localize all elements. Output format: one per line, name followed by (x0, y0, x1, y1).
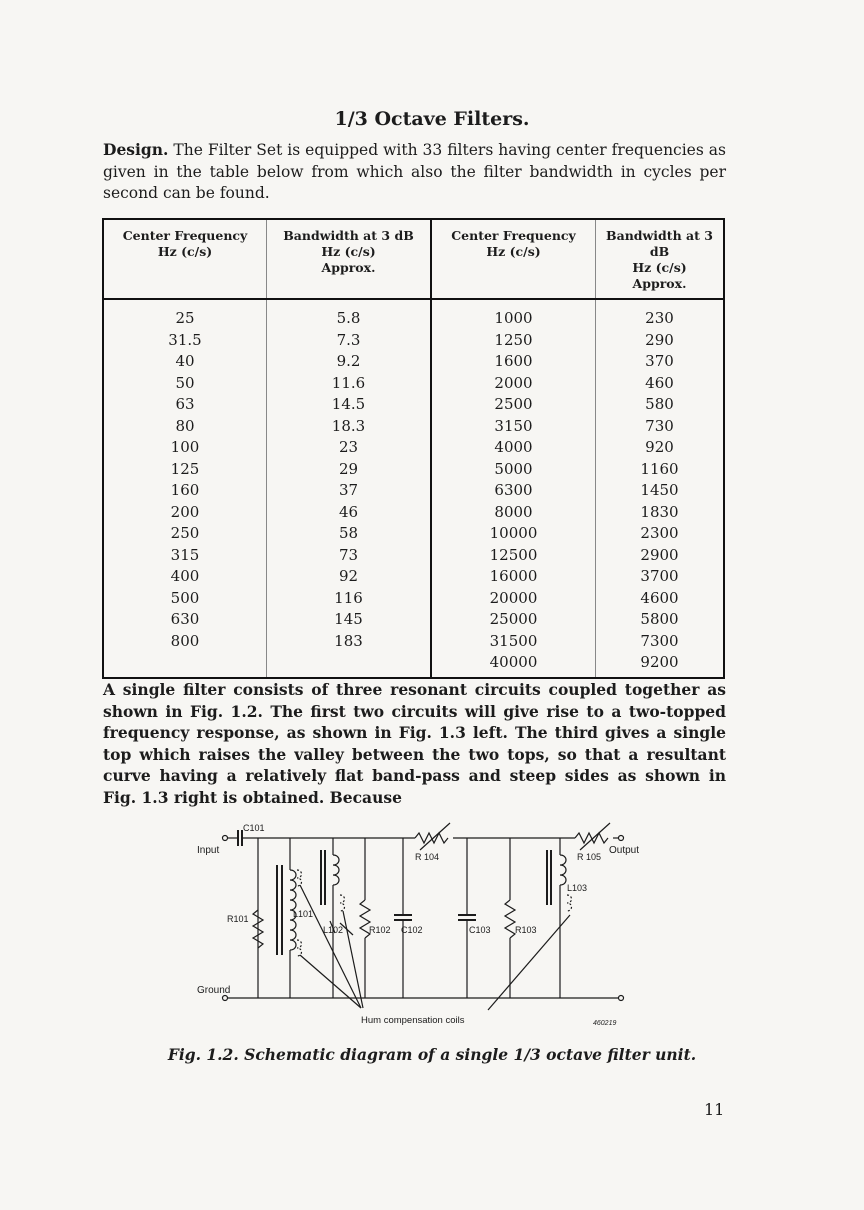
table-row (103, 459, 724, 481)
table-cell: 400 (103, 566, 267, 588)
table-cell: 9200 (640, 653, 679, 671)
coupling-paragraph: A single filter consists of three resonant circuits coupled together as shown in Fig. 1.2. The first two circuits will give rise to a two-topped frequency response, as shown in Fig. 1.3 left. The third gives a single top which raises the valley between the two tops, so that a resultant curve having a relatively flat band-pass and steep sides as shown in Fig. 1.3 right is obtained. Because (103, 680, 726, 807)
column-header-line: Center Frequency (122, 228, 248, 243)
column-header-line: Hz (c/s) (486, 244, 541, 259)
table-cell: 1160 (640, 459, 679, 478)
table-row (103, 394, 724, 416)
table-cell: 5000 (431, 459, 596, 481)
table-row (103, 351, 724, 373)
column-header (596, 219, 725, 299)
output-terminal (619, 836, 624, 841)
column-header (103, 219, 267, 299)
figure-caption: Fig. 1.2. Schematic diagram of a single 1/3 octave filter unit. (167, 1045, 697, 1064)
table-row (103, 523, 724, 545)
table-cell: 1830 (640, 502, 679, 521)
table-cell: 29 (267, 459, 432, 481)
table-cell: 37 (267, 480, 432, 502)
table-cell: 160 (103, 480, 267, 502)
table-body (103, 299, 724, 678)
label-l102: L102 (323, 925, 344, 935)
table-row (103, 652, 724, 678)
column-header-line: Bandwidth at 3 dB (283, 228, 414, 243)
table-cell: 2000 (431, 373, 596, 395)
table-cell: 2900 (640, 545, 679, 564)
table-cell: 290 (645, 330, 674, 349)
table-cell: 4000 (431, 437, 596, 459)
table-cell: 7.3 (267, 330, 432, 352)
label-r101: R101 (227, 914, 249, 924)
table-cell: 2300 (640, 524, 679, 542)
table-cell: 46 (267, 502, 432, 524)
page-number: 11 (704, 1100, 725, 1119)
table-row (103, 480, 724, 502)
label-l101: L101 (293, 909, 314, 919)
table-cell: 10000 (431, 523, 596, 545)
label-ground: Ground (197, 985, 231, 996)
figure-reference-number: 460219 (593, 1020, 617, 1027)
table-cell: 3150 (431, 416, 596, 438)
table-cell: 50 (103, 373, 267, 395)
table-cell: 23 (267, 437, 432, 459)
column-header-line: Hz (c/s) (632, 260, 687, 275)
table-cell: 31.5 (103, 330, 267, 352)
table-row (103, 437, 724, 459)
table-cell: 630 (103, 609, 267, 631)
table-cell: 145 (267, 609, 432, 631)
table-cell: 92 (267, 566, 432, 588)
table-cell: 14.5 (267, 394, 432, 416)
table-cell: 730 (645, 416, 674, 435)
table-cell: 920 (645, 438, 674, 456)
filter-schematic (185, 815, 645, 1030)
table-cell: 40 (103, 351, 267, 373)
table-cell: 40000 (431, 652, 596, 678)
table-cell: 3700 (640, 567, 679, 585)
label-l103: L103 (567, 883, 588, 893)
label-c103: C103 (469, 925, 491, 935)
table-cell: 16000 (431, 566, 596, 588)
label-r103: R103 (515, 925, 537, 935)
table-cell: 370 (645, 352, 674, 370)
table-cell: 12500 (431, 545, 596, 567)
table-cell: 116 (267, 588, 432, 610)
table-cell: 5800 (640, 610, 679, 628)
table-cell: 5.8 (267, 299, 432, 330)
label-r105: R 105 (577, 852, 602, 862)
table-cell: 73 (267, 545, 432, 567)
label-r104: R 104 (415, 852, 440, 862)
column-header-line: Bandwidth at 3 dB (606, 228, 713, 259)
table-cell: 800 (103, 631, 267, 653)
label-c101: C101 (243, 823, 265, 833)
table-cell: 11.6 (267, 373, 432, 395)
table-cell: 200 (103, 502, 267, 524)
table-cell: 315 (103, 545, 267, 567)
table-cell: 580 (645, 395, 674, 413)
table-row (103, 416, 724, 438)
table-cell: 63 (103, 394, 267, 416)
table-header-row (103, 219, 724, 299)
filter-frequency-table (102, 218, 725, 679)
table-cell: 2500 (431, 394, 596, 416)
label-hum-coils: Hum compensation coils (361, 1015, 465, 1026)
table-cell: 100 (103, 437, 267, 459)
ground-terminal (223, 996, 228, 1001)
column-header-line: Hz (c/s) (321, 244, 376, 259)
table-row (103, 588, 724, 610)
label-input: Input (197, 845, 220, 856)
table-cell: 31500 (431, 631, 596, 653)
table-cell: 9.2 (267, 351, 432, 373)
table-row (103, 502, 724, 524)
table-cell: 18.3 (267, 416, 432, 438)
label-c102: C102 (401, 925, 423, 935)
table-cell (103, 652, 267, 678)
table-cell: 8000 (431, 502, 596, 524)
column-header-line: Center Frequency (451, 228, 576, 243)
table-cell: 183 (267, 631, 432, 653)
table-cell: 460 (645, 373, 674, 392)
table-row (103, 631, 724, 653)
table-cell: 1600 (431, 351, 596, 373)
table-row (103, 373, 724, 395)
table-cell (267, 652, 432, 678)
design-text: The Filter Set is equipped with 33 filters having center frequencies as given in the table below from which also the filter bandwidth in cycles per second can be found. (103, 141, 726, 202)
table-cell: 7300 (640, 631, 679, 650)
table-cell: 4600 (640, 588, 679, 607)
column-header-line: Approx. (321, 260, 376, 275)
table-row (103, 566, 724, 588)
table-row (103, 609, 724, 631)
table-cell: 230 (645, 309, 674, 327)
table-cell: 250 (103, 523, 267, 545)
table-cell: 6300 (431, 480, 596, 502)
input-terminal (223, 836, 228, 841)
table-cell: 1250 (431, 330, 596, 352)
table-cell: 58 (267, 523, 432, 545)
column-header-line: Hz (c/s) (157, 244, 213, 259)
table-cell: 20000 (431, 588, 596, 610)
column-header (431, 219, 596, 299)
column-header-line: Approx. (632, 276, 687, 291)
column-header (267, 219, 432, 299)
design-lead: Design. (103, 140, 169, 159)
label-output: Output (609, 845, 640, 856)
table-cell: 1000 (431, 299, 596, 330)
page-title: 1/3 Octave Filters. (334, 108, 530, 130)
table-row (103, 545, 724, 567)
label-r102: R102 (369, 925, 391, 935)
design-paragraph (103, 139, 726, 205)
table-cell: 125 (103, 459, 267, 481)
table-cell: 25000 (431, 609, 596, 631)
table-row (103, 299, 724, 330)
table-cell: 25 (103, 299, 267, 330)
table-row (103, 330, 724, 352)
table-cell: 500 (103, 588, 267, 610)
table-cell: 1450 (640, 481, 679, 499)
table-cell: 80 (103, 416, 267, 438)
